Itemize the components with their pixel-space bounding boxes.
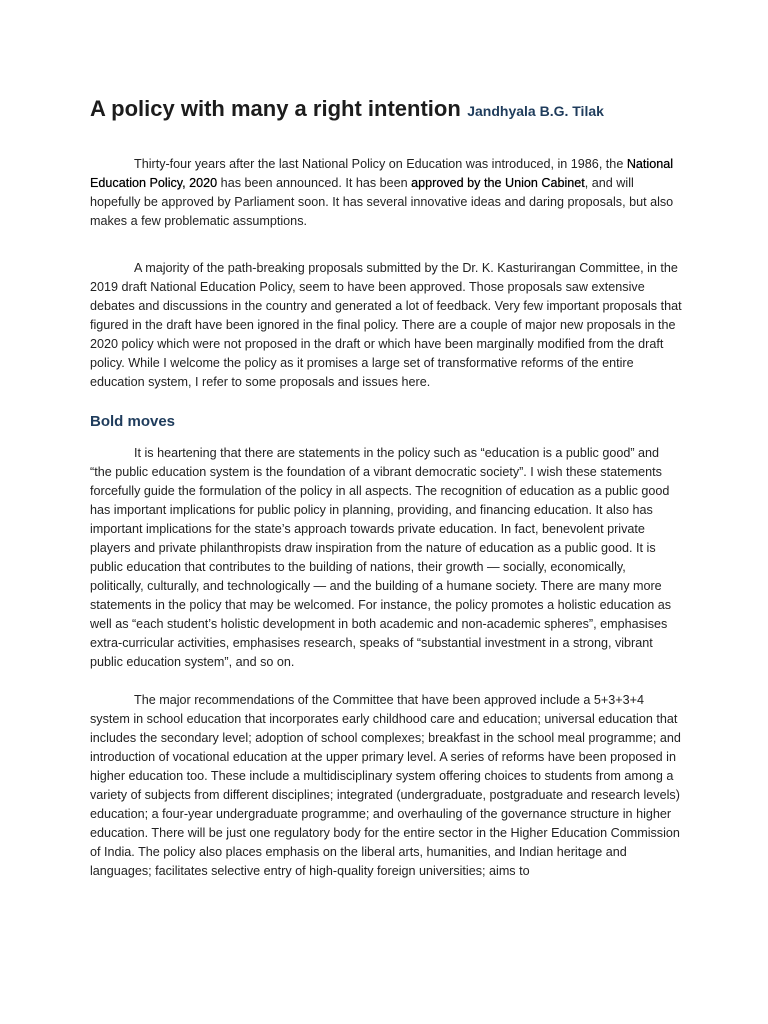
article-title: A policy with many a right intention [90,96,461,121]
nep-2020-link[interactable]: National Education Policy, 2020 [90,157,674,190]
paragraph-bold-moves: It is heartening that there are statements in the policy such as “education is a public good” and “the public education system is the foundation of a vibrant democratic society”. I wish these statements forcefully guide the formulation of the policy in all aspects. The recognition of education as a public good has important implications for public policy in planning, providing, and financing education. It also has important implications for the state’s approach towards private education. In fact, benevolent private players and private philanthropists draw inspiration from the nature of education as a public good. It is public education that contributes to the building of nations, their growth — socially, economically, politically, culturally, and technologically — and the building of a humane society. There are many more statements in the policy that may be welcomed. For instance, the policy promotes a holistic education as well as “each student’s holistic development in both academic and non-academic spheres”, emphasises extra-curricular activities, emphasises research, speaks of “substantial investment in a strong, vibrant public education system”, and so on. [90,446,672,669]
union-cabinet-link[interactable]: approved by the Union Cabinet [411,176,585,190]
intro-text-a: Thirty-four years after the last National Policy on Education was introduced, in 1986, the [134,157,627,171]
document-page [90,92,682,881]
paragraph-proposals: A majority of the path-breaking proposals submitted by the Dr. K. Kasturirangan Committee, in the 2019 draft National Education Policy, seem to have been approved. Those proposals saw extensive debates and discussions in the country and generated a lot of feedback. Very few important proposals that figured in the draft have been ignored in the final policy. There are a couple of major new proposals in the 2020 policy which were not proposed in the draft or which have been marginally modified from the draft policy. While I welcome the policy as it promises a large set of transformative reforms of the entire education system, I refer to some proposals and issues here. [90,261,682,389]
article-author: Jandhyala B.G. Tilak [467,103,604,119]
intro-text-b: has been announced. It has been [217,176,412,190]
section-heading-bold-moves: Bold moves [90,413,176,430]
paragraph-recommendations: The major recommendations of the Committee that have been approved include a 5+3+3+4 system in school education that incorporates early childhood care and education; universal education that includes the secondary level; adoption of school complexes; breakfast in the school meal programme; and introduction of vocational education at the upper primary level. A series of reforms have been proposed in higher education too. These include a multidisciplinary system offering choices to students from among a variety of subjects from different disciplines; integrated (undergraduate, postgraduate and research levels) education; a four-year undergraduate programme; and overhauling of the governance structure in higher education. There will be just one regulatory body for the entire sector in the Higher Education Commission of India. The policy also places emphasis on the liberal arts, humanities, and Indian heritage and languages; facilitates selective entry of high-quality foreign universities; aims to [90,693,681,878]
paragraph-intro [90,155,682,231]
title-line [90,92,682,129]
intro-text-c: , and will hopefully be approved by Parliament soon. It has several innovative ideas and daring proposals, but also makes a few problematic assumptions. [90,176,674,228]
